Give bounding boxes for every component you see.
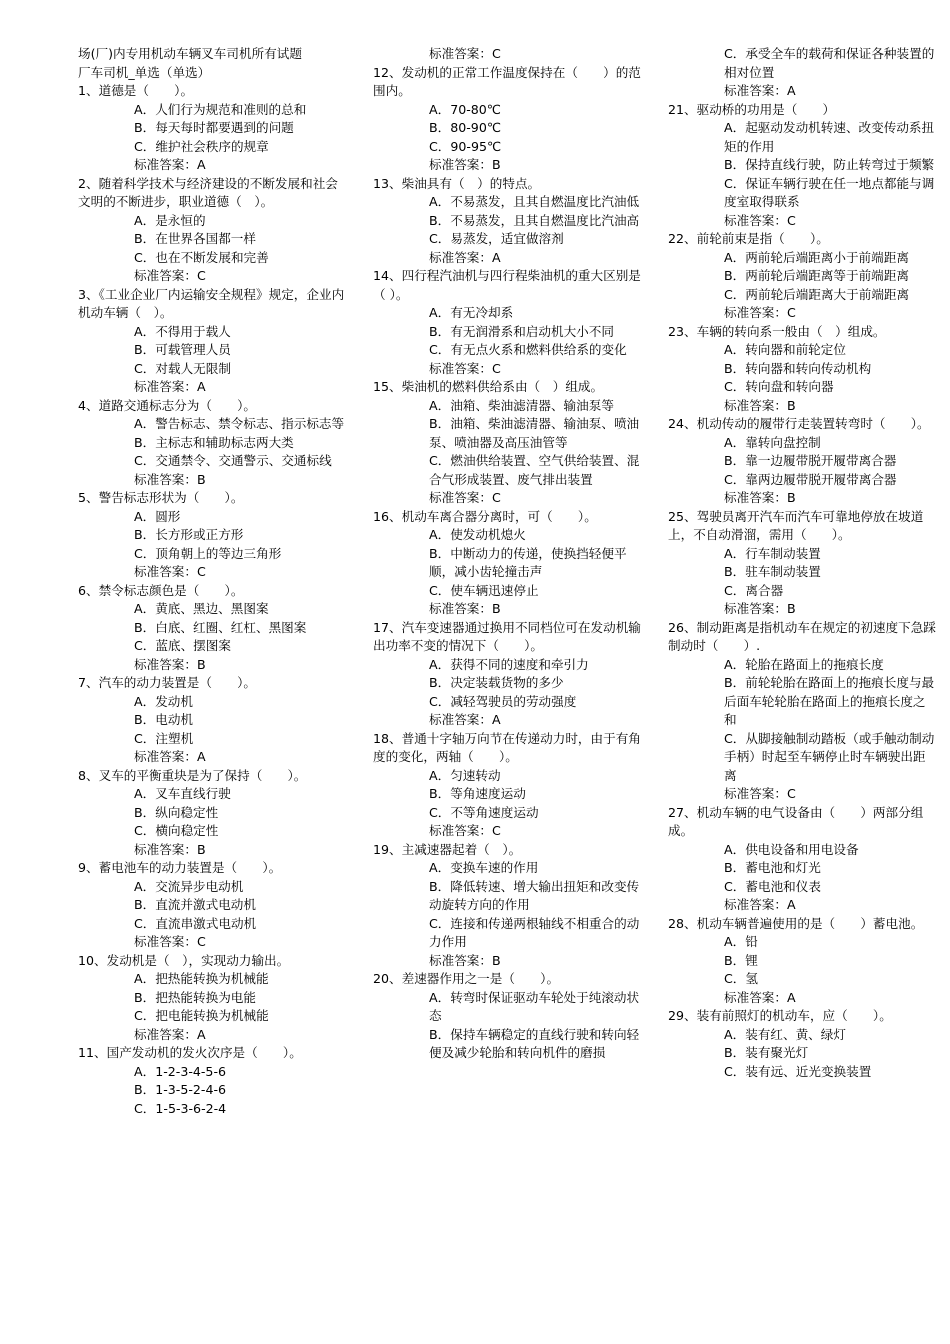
question-option: A．供电设备和用电设备 [724, 841, 859, 857]
standard-answer [668, 397, 936, 416]
question-option: C．使车辆迅速停止 [429, 582, 539, 598]
question-text: 4、道路交通标志分为（ ）。 [78, 397, 257, 413]
answer-label: 标准答案： [429, 46, 492, 61]
question-text: 9、蓄电池车的动力装置是（ ）。 [78, 860, 282, 875]
question-option: C．注塑机 [134, 730, 194, 746]
question-option: C．90-95℃ [429, 138, 502, 154]
standard-answer [78, 267, 346, 286]
standard-answer [668, 212, 936, 231]
standard-answer [373, 600, 641, 619]
answer-label: 标准答案： [134, 841, 197, 857]
standard-answer [668, 600, 936, 619]
answer-value: C [491, 360, 501, 376]
question-text: 13、柴油具有（ ）的特点。 [373, 175, 541, 191]
question-option: A．变换车速的作用 [429, 860, 539, 875]
document-title: 场(厂)内专用机动车辆叉车司机所有试题 [78, 46, 302, 61]
question-option: A．装有红、黄、绿灯 [724, 1026, 846, 1042]
answer-label: 标准答案： [724, 897, 787, 912]
answer-value: C [196, 564, 206, 579]
question-text: 2、随着科学技术与经济建设的不断发展和社会文明的不断进步，职业道德（ ）。 [78, 175, 338, 209]
answer-label: 标准答案： [134, 564, 197, 579]
standard-answer [668, 785, 936, 804]
question-option: C．不等角速度运动 [429, 804, 539, 820]
standard-answer [78, 471, 346, 490]
question-text: 16、机动车离合器分离时，可（ ）。 [373, 508, 597, 524]
question-text: 26、制动距离是指机动车在规定的初速度下急踩制动时（ ）. [668, 619, 936, 653]
question-option: B．长方形或正方形 [134, 527, 244, 542]
column-1 [78, 45, 346, 1118]
question-option: A．行车制动装置 [724, 545, 821, 561]
answer-label: 标准答案： [134, 1026, 197, 1042]
question-text: 3、《工业企业厂内运输安全规程》规定，企业内机动车辆（ ）。 [78, 286, 345, 320]
standard-answer [373, 952, 641, 971]
standard-answer [668, 489, 936, 508]
standard-answer [78, 156, 346, 175]
answer-value: A [491, 712, 501, 727]
question-option: B．前轮轮胎在路面上的拖痕长度与最后面车轮轮胎在路面上的拖痕长度之和 [724, 675, 935, 727]
question-option: A．使发动机熄火 [429, 527, 526, 542]
answer-value: C [491, 490, 501, 505]
answer-value: B [786, 490, 796, 505]
question-text: 24、机动传动的履带行走装置转弯时（ ）。 [668, 416, 930, 431]
answer-label: 标准答案： [724, 601, 787, 616]
question-option: C．连接和传递两根轴线不相重合的动力作用 [429, 915, 640, 949]
question-option: B．可载管理人员 [134, 342, 231, 357]
question-option: C．横向稳定性 [134, 823, 219, 838]
question-option: B．纵向稳定性 [134, 804, 219, 820]
question-option: C．氢 [724, 971, 758, 986]
answer-label: 标准答案： [134, 934, 197, 949]
answer-value: C [196, 268, 206, 283]
question-option: A．轮胎在路面上的拖痕长度 [724, 656, 884, 672]
answer-label: 标准答案： [724, 83, 787, 98]
question-option: C．承受全车的载荷和保证各种装置的相对位置 [724, 46, 935, 80]
question-text: 18、普通十字轴万向节在传递动力时，由于有角度的变化，两轴（ ）。 [373, 730, 641, 764]
question-text: 20、差速器作用之一是（ ）。 [373, 971, 560, 986]
standard-answer [373, 360, 641, 379]
question-option: B．降低转速、增大输出扭矩和改变传动旋转方向的作用 [429, 878, 640, 912]
question-option: B．电动机 [134, 712, 194, 727]
answer-value: B [196, 841, 206, 857]
question-option: A．警告标志、禁令标志、指示标志等 [134, 416, 345, 431]
question-option: A．转向器和前轮定位 [724, 342, 846, 357]
answer-label: 标准答案： [134, 749, 197, 764]
answer-value: B [786, 397, 796, 413]
question-option: B．油箱、柴油滤清器、输油泵、喷油泵、喷油器及高压油管等 [429, 416, 640, 450]
question-option: C．燃油供给装置、空气供给装置、混合气形成装置、废气排出装置 [429, 453, 640, 487]
answer-label: 标准答案： [134, 656, 197, 672]
question-option: C．从脚接触制动踏板（或手触动制动手柄）时起至车辆停止时车辆驶出距离 [724, 730, 935, 783]
question-option: A．获得不同的速度和牵引力 [429, 656, 589, 672]
question-option: C．离合器 [724, 582, 784, 598]
question-option: B．把热能转换为电能 [134, 989, 256, 1005]
answer-label: 标准答案： [429, 712, 492, 727]
answer-value: A [196, 157, 206, 172]
standard-answer [78, 563, 346, 582]
section-subtitle: 厂车司机_单选（单选） [78, 64, 211, 80]
standard-answer [78, 1026, 346, 1045]
question-option: B．等角速度运动 [429, 786, 526, 801]
question-option: C．蓄电池和仪表 [724, 878, 821, 894]
answer-label: 标准答案： [724, 397, 787, 413]
question-option: B．每天每时都要遇到的问题 [134, 120, 294, 135]
answer-value: C [786, 212, 796, 228]
answer-value: B [491, 952, 501, 968]
answer-value: C [786, 305, 796, 320]
question-option: C．减轻驾驶员的劳动强度 [429, 693, 577, 709]
standard-answer [373, 45, 641, 64]
standard-answer [668, 896, 936, 915]
question-option: A．不得用于载人 [134, 323, 231, 339]
question-option: B．直流并激式电动机 [134, 897, 256, 912]
question-option: A．人们行为规范和准则的总和 [134, 101, 307, 117]
answer-value: A [786, 897, 796, 912]
question-text: 21、驱动桥的功用是（ ） [668, 101, 836, 117]
question-option: A．叉车直线行驶 [134, 786, 231, 801]
question-option: A．靠转向盘控制 [724, 434, 821, 450]
answer-value: B [196, 656, 206, 672]
answer-label: 标准答案： [724, 490, 787, 505]
standard-answer [373, 822, 641, 841]
question-option: B．不易蒸发，且其自燃温度比汽油高 [429, 212, 640, 228]
answer-label: 标准答案： [724, 786, 787, 801]
question-option: B．80-90℃ [429, 120, 501, 135]
answer-label: 标准答案： [134, 268, 197, 283]
answer-label: 标准答案： [724, 212, 787, 228]
question-option: A．1-2-3-4-5-6 [134, 1063, 227, 1079]
standard-answer [668, 304, 936, 323]
answer-label: 标准答案： [134, 157, 197, 172]
question-option: A．交流异步电动机 [134, 878, 244, 894]
question-text: 12、发动机的正常工作温度保持在（ ）的范围内。 [373, 64, 641, 98]
question-option: C．也在不断发展和完善 [134, 249, 269, 265]
question-option: A．圆形 [134, 508, 181, 524]
question-text: 7、汽车的动力装置是（ ）。 [78, 675, 257, 690]
answer-label: 标准答案： [134, 471, 197, 487]
question-option: C．1-5-3-6-2-4 [134, 1100, 227, 1116]
question-text: 25、驾驶员离开汽车而汽车可靠地停放在坡道上，不自动滑溜，需用（ ）。 [668, 508, 924, 542]
question-option: B．驻车制动装置 [724, 564, 821, 579]
answer-label: 标准答案： [429, 601, 492, 616]
question-option: C．顶角朝上的等边三角形 [134, 545, 282, 561]
question-option: C．转向盘和转向器 [724, 379, 834, 394]
question-option: C．直流串激式电动机 [134, 915, 257, 931]
question-option: B．装有聚光灯 [724, 1045, 809, 1060]
question-option: B．保持车辆稳定的直线行驶和转向轻便及减少轮胎和转向机件的磨损 [429, 1026, 640, 1060]
standard-answer [373, 711, 641, 730]
standard-answer [78, 841, 346, 860]
question-option: B．1-3-5-2-4-6 [134, 1082, 227, 1097]
question-option: C．易蒸发，适宜做溶剂 [429, 231, 564, 246]
question-text: 29、装有前照灯的机动车，应（ ）。 [668, 1008, 892, 1023]
question-option: B．靠一边履带脱开履带离合器 [724, 453, 897, 468]
question-text: 22、前轮前束是指（ ）。 [668, 231, 829, 246]
answer-value: C [786, 786, 796, 801]
standard-answer [373, 489, 641, 508]
question-option: A．铅 [724, 934, 758, 949]
question-option: C．交通禁令、交通警示、交通标线 [134, 453, 332, 468]
question-option: C．保证车辆行驶在任一地点都能与调度室取得联系 [724, 175, 935, 209]
question-option: B．白底、红圈、红杠、黑图案 [134, 619, 307, 635]
question-option: B．保持直线行驶，防止转弯过于频繁 [724, 157, 935, 172]
answer-label: 标准答案： [429, 249, 492, 265]
standard-answer [668, 989, 936, 1008]
question-text: 10、发动机是（ ），实现动力输出。 [78, 952, 290, 968]
answer-value: A [196, 1026, 206, 1042]
question-option: C．有无点火系和燃料供给系的变化 [429, 342, 627, 357]
question-option: A．起驱动发动机转速、改变传动系扭矩的作用 [724, 120, 935, 154]
answer-value: A [786, 83, 796, 98]
question-option: C．靠两边履带脱开履带离合器 [724, 471, 897, 487]
answer-value: C [196, 934, 206, 949]
question-option: C．蓝底、摆图案 [134, 638, 231, 653]
answer-label: 标准答案： [429, 952, 492, 968]
question-option: A．是永恒的 [134, 212, 206, 228]
question-text: 1、道德是（ ）。 [78, 83, 194, 98]
answer-value: A [491, 249, 501, 265]
question-option: B．转向器和转向传动机构 [724, 360, 872, 376]
question-text: 19、主减速器起着（ ）。 [373, 841, 522, 857]
standard-answer [78, 748, 346, 767]
question-option: C．维护社会秩序的规章 [134, 138, 269, 154]
question-text: 15、柴油机的燃料供给系由（ ）组成。 [373, 379, 604, 394]
question-option: B．中断动力的传递，使换挡轻便平顺，减小齿轮撞击声 [429, 545, 627, 579]
answer-label: 标准答案： [429, 823, 492, 838]
standard-answer [78, 656, 346, 675]
answer-value: A [196, 379, 206, 394]
question-text: 11、国产发动机的发火次序是（ ）。 [78, 1045, 302, 1060]
question-option: A．发动机 [134, 693, 193, 709]
answer-value: B [491, 601, 501, 616]
answer-label: 标准答案： [724, 989, 787, 1005]
answer-label: 标准答案： [429, 360, 492, 376]
standard-answer [373, 156, 641, 175]
standard-answer [373, 249, 641, 268]
question-option: C．两前轮后端距离大于前端距离 [724, 286, 910, 302]
answer-label: 标准答案： [429, 490, 492, 505]
question-text: 14、四行程汽油机与四行程柴油机的重大区别是（ ）。 [373, 268, 641, 302]
answer-value: C [491, 46, 501, 61]
question-option: B．有无润滑系和启动机大小不同 [429, 323, 614, 339]
question-option: B．主标志和辅助标志两大类 [134, 434, 294, 450]
question-option: A．不易蒸发，且其自燃温度比汽油低 [429, 194, 640, 209]
question-option: A．把热能转换为机械能 [134, 971, 269, 986]
question-text: 17、汽车变速器通过换用不同档位可在发动机输出功率不变的情况下（ ）。 [373, 619, 641, 653]
answer-value: B [196, 471, 206, 487]
column-3 [668, 45, 936, 1081]
question-option: C．装有远、近光变换装置 [724, 1063, 872, 1079]
question-option: A．黄底、黑边、黑图案 [134, 601, 269, 616]
question-text: 28、机动车辆普遍使用的是（ ）蓄电池。 [668, 915, 924, 931]
column-2 [373, 45, 641, 1063]
standard-answer [78, 933, 346, 952]
question-text: 27、机动车辆的电气设备由（ ）两部分组成。 [668, 804, 924, 838]
answer-value: A [196, 749, 206, 764]
question-option: B．蓄电池和灯光 [724, 860, 821, 875]
question-option: B．决定装载货物的多少 [429, 675, 564, 690]
answer-value: B [786, 601, 796, 616]
question-option: A．有无冷却系 [429, 305, 514, 320]
answer-label: 标准答案： [134, 379, 197, 394]
question-option: B．在世界各国都一样 [134, 231, 256, 246]
question-option: A．匀速转动 [429, 767, 501, 783]
question-text: 5、警告标志形状为（ ）。 [78, 490, 244, 505]
question-option: B．锂 [724, 952, 758, 968]
question-text: 8、叉车的平衡重块是为了保持（ ）。 [78, 767, 307, 783]
standard-answer [668, 82, 936, 101]
question-option: C．对载人无限制 [134, 360, 231, 376]
question-option: C．把电能转换为机械能 [134, 1008, 269, 1023]
question-option: A．70-80℃ [429, 101, 501, 117]
question-option: A．油箱、柴油滤清器、输油泵等 [429, 397, 614, 413]
question-option: A．转弯时保证驱动车轮处于纯滚动状态 [429, 989, 640, 1023]
standard-answer [78, 378, 346, 397]
answer-value: C [491, 823, 501, 838]
answer-label: 标准答案： [429, 157, 492, 172]
question-text: 23、车辆的转向系一般由（ ）组成。 [668, 323, 886, 339]
question-option: A．两前轮后端距离小于前端距离 [724, 249, 909, 265]
question-option: B．两前轮后端距离等于前端距离 [724, 268, 909, 283]
question-text: 6、禁令标志颜色是（ ）。 [78, 582, 244, 598]
answer-value: B [491, 157, 501, 172]
answer-value: A [786, 989, 796, 1005]
answer-label: 标准答案： [724, 305, 787, 320]
